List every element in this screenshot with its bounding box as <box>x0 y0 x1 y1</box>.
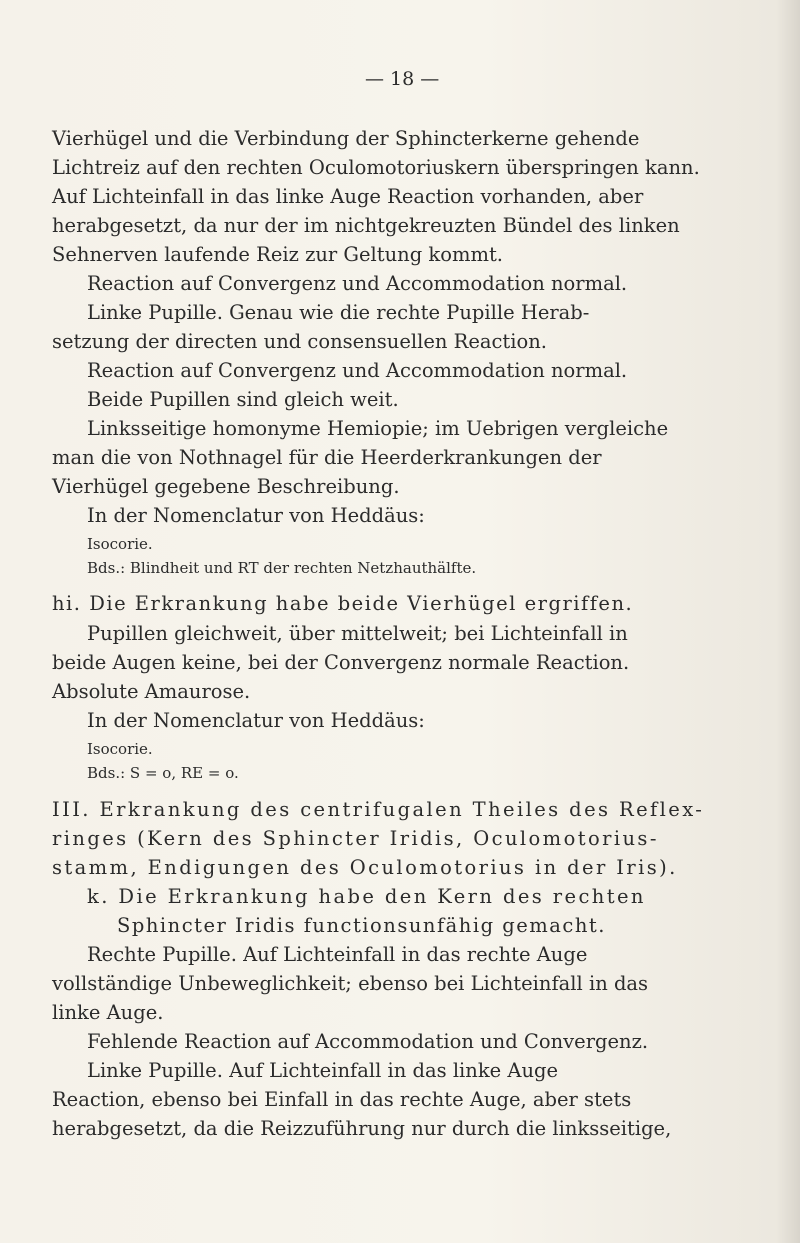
text-line: hi. Die Erkrankung habe beide Vierhügel ergriffen. <box>52 592 634 615</box>
text-line: Fehlende Reaction auf Accommodation und Convergenz. <box>87 1030 649 1053</box>
text-line: Sphincter Iridis functionsunfähig gemacht. <box>117 914 606 937</box>
text-line: man die von Nothnagel für die Heerderkrankungen der <box>52 446 602 469</box>
page-number: — 18 — <box>365 68 440 90</box>
text-line: Absolute Amaurose. <box>52 680 251 703</box>
text-line: Isocorie. <box>87 535 153 553</box>
text-line: vollständige Unbeweglichkeit; ebenso bei Lichteinfall in das <box>52 972 649 995</box>
text-line: Bds.: Blindheit und RT der rechten Netzhauthälfte. <box>87 559 477 577</box>
text-line: k. Die Erkrankung habe den Kern des rechten <box>87 885 646 908</box>
text-line: setzung der directen und consensuellen Reaction. <box>52 330 547 353</box>
text-line: Rechte Pupille. Auf Lichteinfall in das rechte Auge <box>87 943 588 966</box>
text-line: Beide Pupillen sind gleich weit. <box>87 388 399 411</box>
section-heading-line: stamm, Endigungen des Oculomotorius in der Iris). <box>52 856 678 879</box>
text-line: Bds.: S = o, RE = o. <box>87 764 239 782</box>
text-line: herabgesetzt, da die Reizzuführung nur durch die linksseitige, <box>52 1117 672 1140</box>
text-line: herabgesetzt, da nur der im nichtgekreuzten Bündel des linken <box>52 214 680 237</box>
section-heading-line: ringes (Kern des Sphincter Iridis, Oculomotorius- <box>52 827 659 850</box>
text-line: Linke Pupille. Auf Lichteinfall in das linke Auge <box>87 1059 559 1082</box>
text-line: Vierhügel und die Verbindung der Sphincterkerne gehende <box>52 127 640 150</box>
text-line: Reaction, ebenso bei Einfall in das rechte Auge, aber stets <box>52 1088 632 1111</box>
text-line: In der Nomenclatur von Heddäus: <box>87 709 425 732</box>
text-line: Isocorie. <box>87 740 153 758</box>
section-heading-line: III. Erkrankung des centrifugalen Theiles des Reflex- <box>52 798 705 821</box>
text-line: Linke Pupille. Genau wie die rechte Pupille Herab- <box>87 301 590 324</box>
text-line: Reaction auf Convergenz und Accommodation normal. <box>87 359 628 382</box>
text-line: Reaction auf Convergenz und Accommodation normal. <box>87 272 628 295</box>
text-line: linke Auge. <box>52 1001 164 1024</box>
text-line: Lichtreiz auf den rechten Oculomotoriuskern überspringen kann. <box>52 156 700 179</box>
text-line: Pupillen gleichweit, über mittelweit; bei Lichteinfall in <box>87 622 628 645</box>
text-line: Auf Lichteinfall in das linke Auge Reaction vorhanden, aber <box>52 185 644 208</box>
text-line: Vierhügel gegebene Beschreibung. <box>52 475 400 498</box>
text-line: beide Augen keine, bei der Convergenz normale Reaction. <box>52 651 630 674</box>
text-line: Sehnerven laufende Reiz zur Geltung kommt. <box>52 243 503 266</box>
text-line: Linksseitige homonyme Hemiopie; im Uebrigen vergleiche <box>87 417 669 440</box>
text-line: In der Nomenclatur von Heddäus: <box>87 504 425 527</box>
